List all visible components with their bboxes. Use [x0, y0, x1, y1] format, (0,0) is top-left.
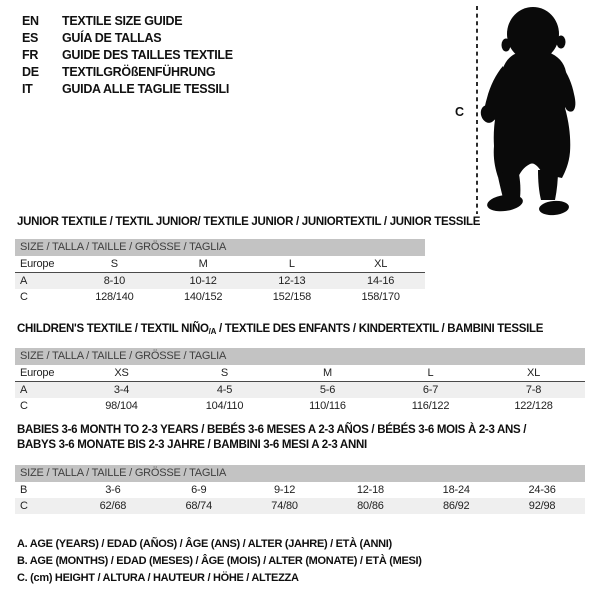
table-cell: 6-9 [191, 484, 207, 496]
row-label: Europe [20, 258, 55, 270]
table-cell: 62/68 [99, 500, 127, 512]
row-label: B [20, 484, 28, 496]
footnote-age-months: B. AGE (MONTHS) / EDAD (MESES) / ÂGE (MOIS) / ALTER (MONATE) / ETÀ (MESI) [17, 555, 422, 567]
table-row-europe [15, 365, 585, 382]
footnote-height: C. (cm) HEIGHT / ALTURA / HAUTEUR / HÖHE / ALTEZZA [17, 572, 299, 584]
table-cell: 8-10 [103, 275, 125, 287]
table-cell: 128/140 [95, 291, 134, 303]
table-cell: 12-13 [278, 275, 306, 287]
size-column-header: XS [114, 367, 129, 379]
table-cell: 98/104 [105, 400, 138, 412]
row-label: C [20, 291, 28, 303]
list-item [22, 13, 233, 30]
table-row-europe [15, 256, 425, 273]
table-cell: 9-12 [273, 484, 296, 496]
table-cell: 158/170 [361, 291, 400, 303]
table-row-height [15, 289, 425, 305]
table-cell: 74/80 [271, 500, 298, 512]
language-code: ES [22, 31, 39, 45]
table-cell: 12-18 [356, 484, 384, 496]
row-label: A [20, 275, 28, 287]
table-cell: 4-5 [216, 384, 233, 396]
table-cell: 3-6 [105, 484, 121, 496]
size-column-header: L [288, 258, 295, 270]
table-cell: 104/110 [205, 400, 244, 412]
list-item [22, 47, 233, 64]
language-code: FR [22, 48, 39, 62]
table-cell: 152/158 [272, 291, 312, 303]
size-column-header: M [198, 258, 208, 270]
size-column-header: S [110, 258, 118, 270]
footnotes [17, 536, 422, 587]
table-cell: 18-24 [442, 484, 470, 496]
table-cell: 122/128 [514, 400, 553, 412]
title-text: / TEXTILE DES ENFANTS / KINDERTEXTIL / BAMBINI TESSILE [216, 323, 544, 335]
babies-size-table [15, 465, 585, 514]
height-measure-label: C [455, 105, 465, 119]
title-text: CHILDREN'S TEXTILE / TEXTIL NIÑO [17, 323, 209, 335]
size-column-header: S [220, 367, 229, 379]
language-code: IT [22, 82, 33, 96]
table-cell: 116/122 [411, 400, 450, 412]
language-title: GUIDA ALLE TAGLIE TESSILI [62, 82, 230, 96]
title-line-2: BABYS 3-6 MONATE BIS 2-3 JAHRE / BAMBINI 3-6 MESI A 2-3 ANNI [17, 439, 367, 451]
children-size-table [15, 348, 585, 414]
section-title-junior: JUNIOR TEXTILE / TEXTIL JUNIOR/ TEXTILE JUNIOR / JUNIORTEXTIL / JUNIOR TESSILE [17, 216, 481, 228]
title-line-1: BABIES 3-6 MONTH TO 2-3 YEARS / BEBÉS 3-6 MESES A 2-3 AÑOS / BÉBÉS 3-6 MOIS À 2-3 ANS / [17, 424, 527, 436]
table-row-height [15, 398, 585, 414]
list-item [22, 64, 233, 81]
section-title-babies [17, 423, 526, 453]
row-label: A [20, 384, 28, 396]
table-cell: 24-36 [528, 484, 556, 496]
section-title-children [17, 322, 543, 339]
table-cell: 14-16 [367, 275, 395, 287]
toddler-silhouette-shape [479, 7, 576, 216]
list-item [22, 30, 233, 47]
table-cell: 110/116 [309, 400, 346, 412]
table-cell: 140/152 [183, 291, 223, 303]
table-cell: 80/86 [357, 500, 384, 512]
table-cell: 68/74 [185, 500, 212, 512]
table-row-age [15, 273, 425, 289]
table-cell: 86/92 [442, 500, 470, 512]
table-cell: 10-12 [189, 275, 217, 287]
list-item [22, 81, 233, 98]
language-title: GUÍA DE TALLAS [62, 31, 162, 45]
size-header-bar: SIZE / TALLA / TAILLE / GRÖSSE / TAGLIA [15, 465, 585, 482]
row-label: Europe [20, 367, 55, 379]
size-header-bar: SIZE / TALLA / TAILLE / GRÖSSE / TAGLIA [15, 348, 585, 365]
table-row-age [15, 382, 585, 398]
size-column-header: XL [374, 258, 388, 270]
language-title: TEXTILE SIZE GUIDE [62, 14, 183, 28]
size-header-bar: SIZE / TALLA / TAILLE / GRÖSSE / TAGLIA [15, 239, 425, 256]
table-cell: 3-4 [113, 384, 130, 396]
footnote-age-years: A. AGE (YEARS) / EDAD (AÑOS) / ÂGE (ANS) / ALTER (JAHRE) / ETÀ (ANNI) [17, 538, 392, 550]
size-column-header: M [323, 367, 332, 379]
table-row-height [15, 498, 585, 514]
table-cell: 5-6 [319, 384, 336, 396]
language-code: DE [22, 65, 39, 79]
language-list [22, 13, 233, 98]
table-cell: 92/98 [528, 500, 556, 512]
row-label: C [20, 500, 28, 512]
junior-size-table [15, 239, 425, 305]
row-label: C [20, 400, 28, 412]
table-row-age-months [15, 482, 585, 498]
title-subscript: /A [208, 327, 217, 336]
size-column-header: L [427, 367, 434, 379]
table-cell: 7-8 [525, 384, 542, 396]
language-title: GUIDE DES TAILLES TEXTILE [62, 48, 233, 62]
language-title: TEXTILGRÖßENFÜHRUNG [62, 65, 216, 79]
size-column-header: XL [526, 367, 541, 379]
toddler-silhouette-icon [470, 0, 590, 218]
language-code: EN [22, 14, 39, 28]
table-cell: 6-7 [422, 384, 439, 396]
